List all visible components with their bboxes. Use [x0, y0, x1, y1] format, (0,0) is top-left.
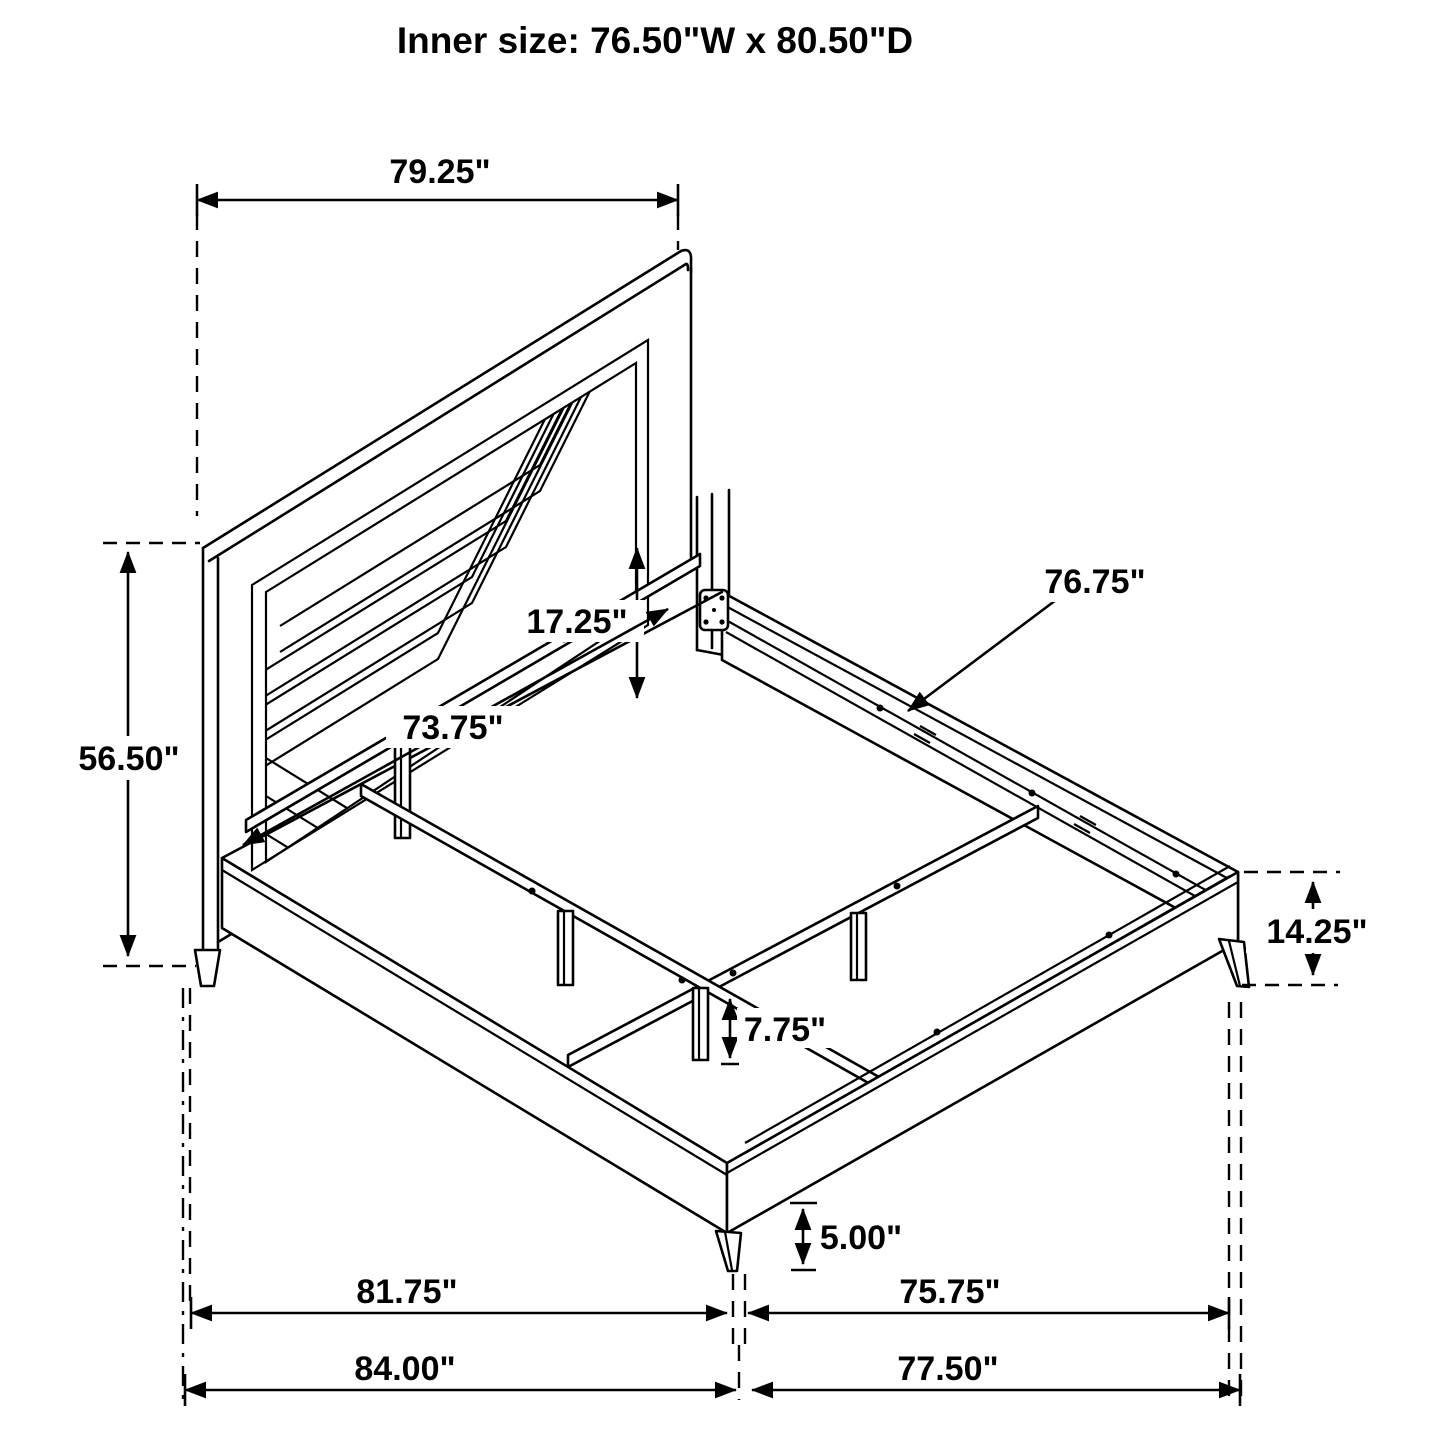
support-leg-4 — [851, 913, 866, 980]
dim-label-frame-height: 14.25" — [1266, 913, 1368, 951]
support-leg-3 — [693, 988, 708, 1060]
dim-label-headboard-width: 79.25" — [389, 153, 491, 191]
head-cross-rail — [246, 554, 700, 832]
dim-label-inner-rail-span: 73.75" — [402, 709, 504, 747]
dim-label-overall-depth: 84.00" — [354, 1350, 456, 1388]
dim-label-width-to-leg: 75.75" — [899, 1273, 1001, 1311]
support-leg-2 — [558, 911, 573, 985]
dim-label-overall-width: 77.50" — [897, 1350, 999, 1388]
headboard-leg — [195, 950, 220, 986]
right-side-rail — [722, 592, 1238, 942]
dim-label-center-leg-height: 7.75" — [743, 1011, 827, 1049]
dim-label-corner-leg-height: 5.00" — [819, 1219, 903, 1257]
dim-label-panel-height: 17.25" — [526, 603, 628, 641]
left-side-rail — [222, 858, 727, 1233]
dim-label-headboard-height: 56.50" — [78, 740, 180, 778]
dim-label-depth-to-leg: 81.75" — [356, 1273, 458, 1311]
page-title: Inner size: 76.50"W x 80.50"D — [396, 20, 914, 61]
headboard-group — [178, 165, 729, 986]
dim-label-side-rail-length: 76.75" — [1044, 563, 1146, 601]
